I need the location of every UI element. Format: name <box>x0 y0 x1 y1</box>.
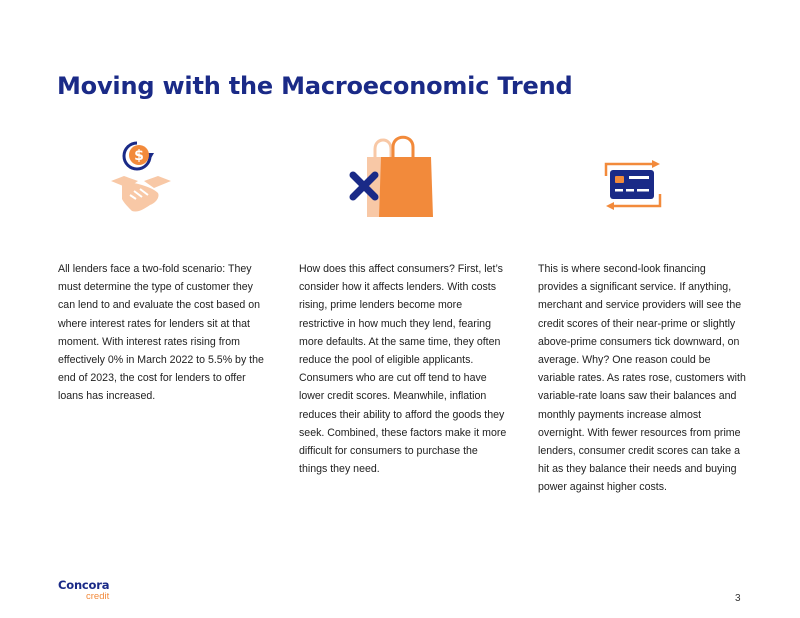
column-3-paragraph: This is where second-look financing provides a significant service. If anything, merchant and service providers will see the credit scores of their near-prime or slightly above-prime consumers tick downward, on average. Why? One reason could be variable rates. As rates rose, customers with variable-rate loans saw their balances and monthly payments increase almost overnight. With fewer resources from prime lenders, consumer credit scores can take a hit as they balance their needs and buying power against higher costs. <box>538 263 746 494</box>
concora-credit-logo <box>58 578 128 604</box>
column-1-paragraph: All lenders face a two-fold scenario: They must determine the type of customer they can lend to and evaluate the cost based on where interest rates for lenders sit at that moment. With interest rates rising from effectively 0% in March 2022 to 5.5% by the end of 2023, the cost for lenders to offer loans has increased. <box>58 263 264 403</box>
credit-card-exchange-icon <box>598 160 668 210</box>
column-2-text <box>299 260 509 478</box>
svg-text:$: $ <box>134 148 144 164</box>
column-2-paragraph: How does this affect consumers? First, let’s consider how it affects lenders. With costs rising, prime lenders become more restrictive in how much they lend, fearing more defaults. At the same time, they often reduce the pool of eligible applicants. Consumers who are cut off tend to have lower credit scores. Meanwhile, inflation reduces their ability to afford the goods they seek. Combined, these factors make it more difficult for consumers to purchase the things they need. <box>299 263 507 476</box>
column-3-text <box>538 260 748 497</box>
column-1-text <box>58 260 268 406</box>
page-title: Moving with the Macroeconomic Trend <box>57 72 573 100</box>
page-number: 3 <box>735 593 741 604</box>
shopping-bag-cross-icon <box>345 135 437 219</box>
handshake-dollar-icon <box>108 133 174 217</box>
logo-sub-text: credit <box>86 591 110 602</box>
logo-main-text: Concora <box>58 578 110 592</box>
